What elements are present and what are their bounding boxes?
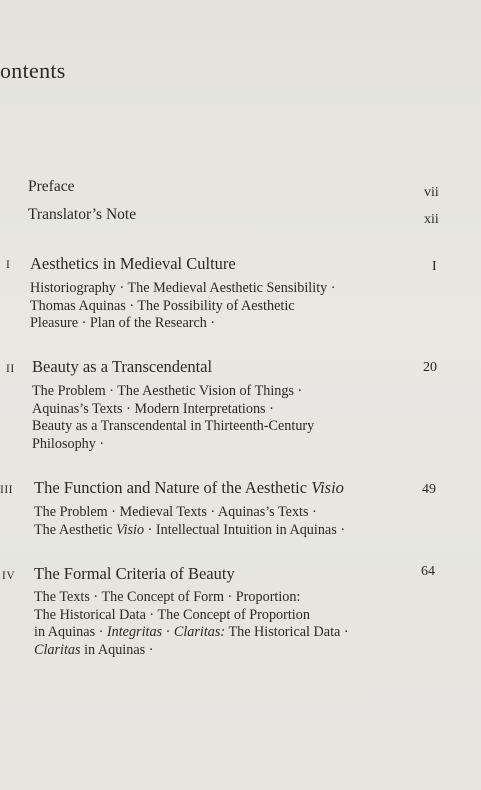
chapter-page: 49 [422, 482, 436, 497]
chapter-number: III [0, 484, 13, 496]
chapter-number: I [6, 259, 11, 271]
subtopic-line: Thomas Aquinas · The Possibility of Aesthetic [30, 297, 295, 314]
subtopic-line: The Aesthetic Visio · Intellectual Intuition in Aquinas · [34, 521, 346, 538]
front-entry-translators-note-page: xii [424, 212, 439, 227]
subtopic-line: The Problem · Medieval Texts · Aquinas’s Texts · [34, 504, 317, 520]
chapter-page: I [432, 259, 437, 274]
subtopic-line: Aquinas’s Texts · Modern Interpretations · [32, 400, 274, 417]
chapter-title: Aesthetics in Medieval Culture [30, 254, 236, 273]
subtopic-line: The Historical Data · The Concept of Proportion [34, 606, 310, 623]
subtopic-line: Beauty as a Transcendental in Thirteenth-Century [32, 418, 315, 435]
chapter-page: 64 [421, 564, 435, 579]
chapter-subtopics [32, 383, 314, 453]
subtopic-line: The Problem · The Aesthetic Vision of Things · [32, 383, 303, 399]
subtopic-line: Claritas in Aquinas · [34, 641, 154, 658]
chapter-number: IV [2, 570, 16, 582]
chapter-subtopics [34, 589, 349, 659]
subtopic-line: in Aquinas · Integritas · Claritas: The Historical Data · [34, 624, 349, 641]
contents-heading: ontents [0, 58, 66, 83]
chapter-subtopics [34, 504, 345, 539]
chapter-title-text: The Function and Nature of the Aesthetic [34, 478, 308, 497]
subtopic-line: Pleasure · Plan of the Research · [30, 315, 216, 332]
front-entry-translators-note-title: Translator’s Note [28, 206, 137, 223]
subtopic-line: Philosophy · [32, 435, 105, 452]
front-entry-preface-title: Preface [28, 178, 75, 195]
chapter-title: The Formal Criteria of Beauty [34, 564, 235, 583]
chapter-title: Beauty as a Transcendental [32, 357, 213, 376]
subtopic-line: The Texts · The Concept of Form · Proportion: [34, 589, 301, 605]
chapter-title [34, 478, 344, 498]
chapter-number: II [6, 363, 15, 375]
subtopic-line: Historiography · The Medieval Aesthetic Sensibility · [30, 280, 336, 296]
chapter-title-italic: Visio [311, 478, 344, 497]
chapter-subtopics [30, 280, 336, 333]
chapter-page: 20 [423, 360, 437, 375]
front-entry-preface-page: vii [424, 185, 439, 200]
